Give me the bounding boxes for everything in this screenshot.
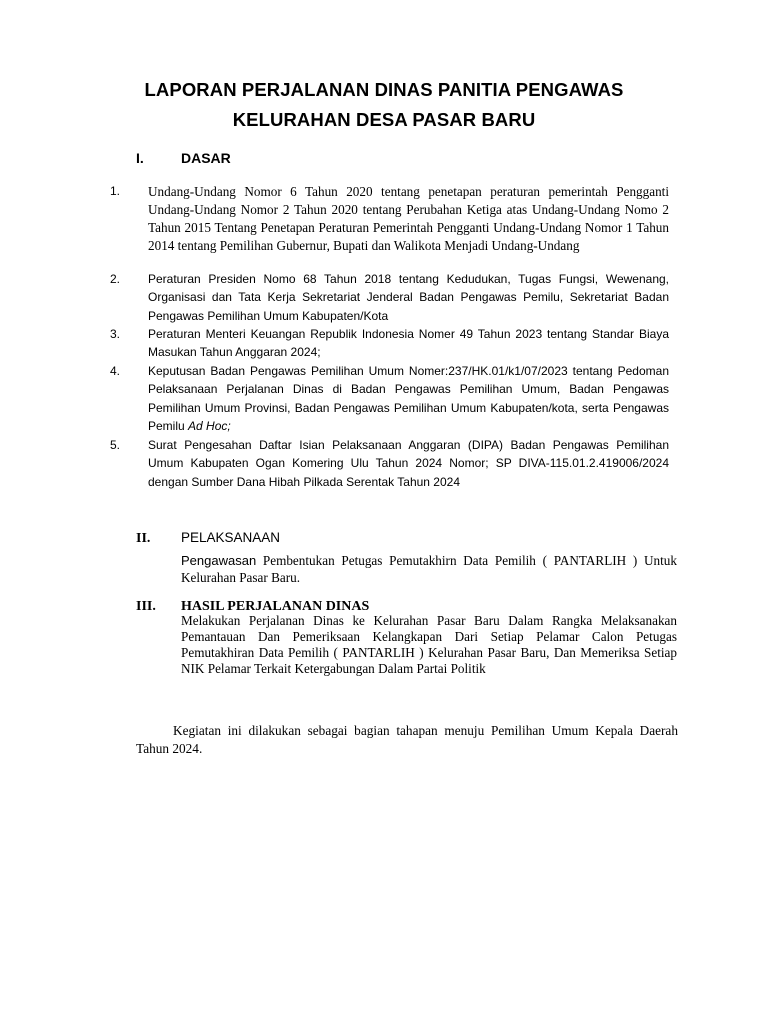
section-1-number: I. — [136, 150, 144, 166]
list-item-5: Surat Pengesahan Daftar Isian Pelaksanaan Anggaran (DIPA) Badan Pengawas Pemilihan Umum Kabupaten Ogan Komering Ulu Tahun 2024 Nomor; SP DIVA-115.01.2.419006/2024 dengan Sumber Dana Hibah Pilkada Serentak Tahun 2024 — [148, 438, 669, 489]
list-number-5: 5. — [110, 438, 121, 452]
section-3-number: III. — [136, 599, 156, 614]
section-2-lead: Pengawasan — [181, 553, 257, 568]
section-2-body — [181, 553, 677, 586]
document-title-line-1: LAPORAN PERJALANAN DINAS PANITIA PENGAWAS — [144, 79, 624, 100]
section-3-heading: HASIL PERJALANAN DINAS — [181, 599, 370, 614]
list-number-3: 3. — [110, 327, 121, 341]
section-3-body: Melakukan Perjalanan Dinas ke Kelurahan Pasar Baru Dalam Rangka Melaksanakan Pemantauan Dan Pemeriksaan Kelangkapan Dari Setiap Pelamar Calon Petugas Pemutakhiran Data Pemilih ( PANTARLIH ) Kelurahan Pasar Baru, Dan Memeriksa Setiap NIK Pelamar Terkait Ketergabungan Dalam Partai Politik — [181, 613, 677, 676]
document-title-line-2: KELURAHAN DESA PASAR BARU — [232, 109, 536, 130]
list-item-4-text: Keputusan Badan Pengawas Pemilihan Umum Nomer:237/HK.01/k1/07/2023 tentang Pedoman Pelaksanaan Perjalanan Dinas di Badan Pengawas Pemilihan Umum, Badan Pengawas Pemilihan Umum Provinsi, Badan Pengawas Pemilihan Umum Kabupaten/kota, serta Pengawas Pemilu — [148, 364, 669, 434]
list-number-1: 1. — [110, 184, 121, 198]
list-item-2: Peraturan Presiden Nomo 68 Tahun 2018 tentang Kedudukan, Tugas Fungsi, Wewenang, Organisasi dan Tata Kerja Sekretariat Jenderal Badan Pengawas Pemilu, Sekretariat Badan Pengawas Pemilihan Umum Kabupaten/Kota — [148, 272, 669, 323]
section-2-heading: PELAKSANAAN — [181, 530, 281, 545]
list-item-3: Peraturan Menteri Keuangan Republik Indonesia Nomer 49 Tahun 2023 tentang Standar Biaya Masukan Tahun Anggaran 2024; — [148, 327, 669, 360]
section-2-number: II. — [136, 531, 151, 546]
section-2-text: Pembentukan Petugas Pemutakhirn Data Pemilih ( PANTARLIH ) Untuk Kelurahan Pasar Baru. — [181, 553, 677, 585]
list-number-2: 2. — [110, 272, 121, 286]
list-item-1: Undang-Undang Nomor 6 Tahun 2020 tentang penetapan peraturan pemerintah Pengganti Undang-Undang Nomor 2 Tahun 2020 tentang Perubahan Ketiga atas Undang-Undang Nomo 2 Tahun 2015 Tentang Penetapan Peraturan Pemerintah Pengganti Undang-Undang Nomor 1 Tahun 2014 tentang Pemilihan Gubernur, Bupati dan Walikota Menjadi Undang-Undang — [148, 184, 669, 253]
list-item-4 — [148, 362, 669, 436]
closing-paragraph: Kegiatan ini dilakukan sebagai bagian tahapan menuju Pemilihan Umum Kepala Daerah Tahun 2024. — [136, 723, 678, 756]
list-item-4-italic: Ad Hoc; — [188, 419, 231, 434]
section-1-heading: DASAR — [181, 150, 231, 166]
list-number-4: 4. — [110, 364, 121, 378]
